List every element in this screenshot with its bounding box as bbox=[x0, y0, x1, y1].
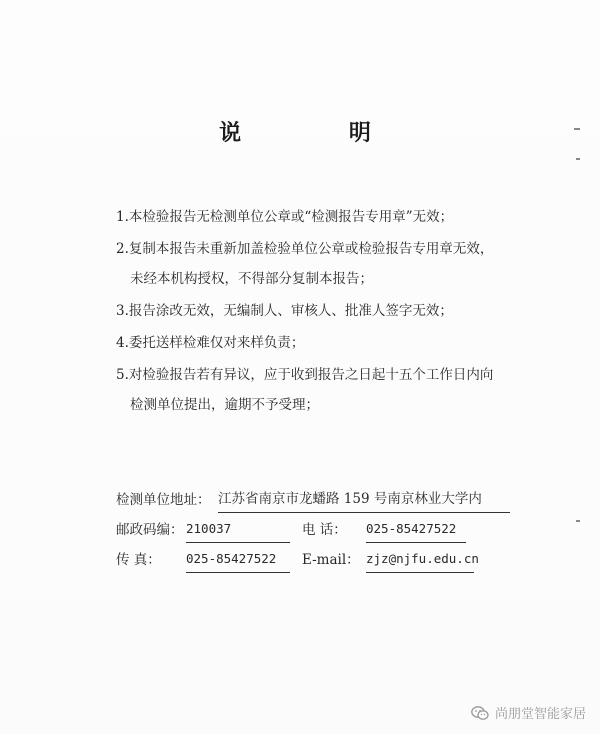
phone-label: 电 话： bbox=[302, 522, 347, 538]
postcode-value: 210037 bbox=[186, 516, 290, 543]
note-item-1: 1.本检验报告无检测单位公章或“检测报告专用章”无效； bbox=[116, 209, 454, 225]
watermark-text: 尚朋堂智能家居 bbox=[494, 707, 586, 722]
address-row bbox=[116, 486, 556, 516]
phone-value: 025-85427522 bbox=[366, 516, 466, 543]
wechat-icon bbox=[471, 705, 489, 721]
note-item-2-continuation: 未经本机构授权，不得部分复制本报告； bbox=[130, 271, 373, 287]
email-value: zjz@njfu.edu.cn bbox=[366, 546, 474, 573]
scan-speck bbox=[574, 128, 580, 130]
scan-speck bbox=[576, 158, 580, 160]
postcode-label: 邮政码编： bbox=[116, 522, 184, 538]
address-label: 检测单位地址： bbox=[116, 492, 211, 508]
page-title: 说 明 bbox=[219, 121, 421, 146]
watermark bbox=[471, 703, 586, 722]
postcode-phone-row bbox=[116, 516, 556, 546]
fax-email-row bbox=[116, 546, 556, 576]
address-value: 江苏省南京市龙蟠路 159 号南京林业大学内 bbox=[218, 486, 510, 513]
note-item-3: 3.报告涂改无效，无编制人、审核人、批准人签字无效； bbox=[116, 303, 453, 319]
contact-block bbox=[116, 486, 556, 576]
email-label: E-mail： bbox=[302, 552, 360, 568]
note-item-5-continuation: 检测单位提出，逾期不予受理； bbox=[130, 397, 319, 413]
fax-label: 传 真： bbox=[116, 552, 161, 568]
note-item-2: 2.复制本报告未重新加盖检验单位公章或检验报告专用章无效， bbox=[116, 241, 494, 257]
note-item-4: 4.委托送样检难仅对来样负责； bbox=[116, 335, 305, 351]
note-item-5: 5.对检验报告若有异议，应于收到报告之日起十五个工作日内向 bbox=[116, 367, 494, 383]
fax-value: 025-85427522 bbox=[186, 546, 290, 573]
scan-speck bbox=[576, 520, 580, 522]
notes-list bbox=[116, 202, 556, 420]
